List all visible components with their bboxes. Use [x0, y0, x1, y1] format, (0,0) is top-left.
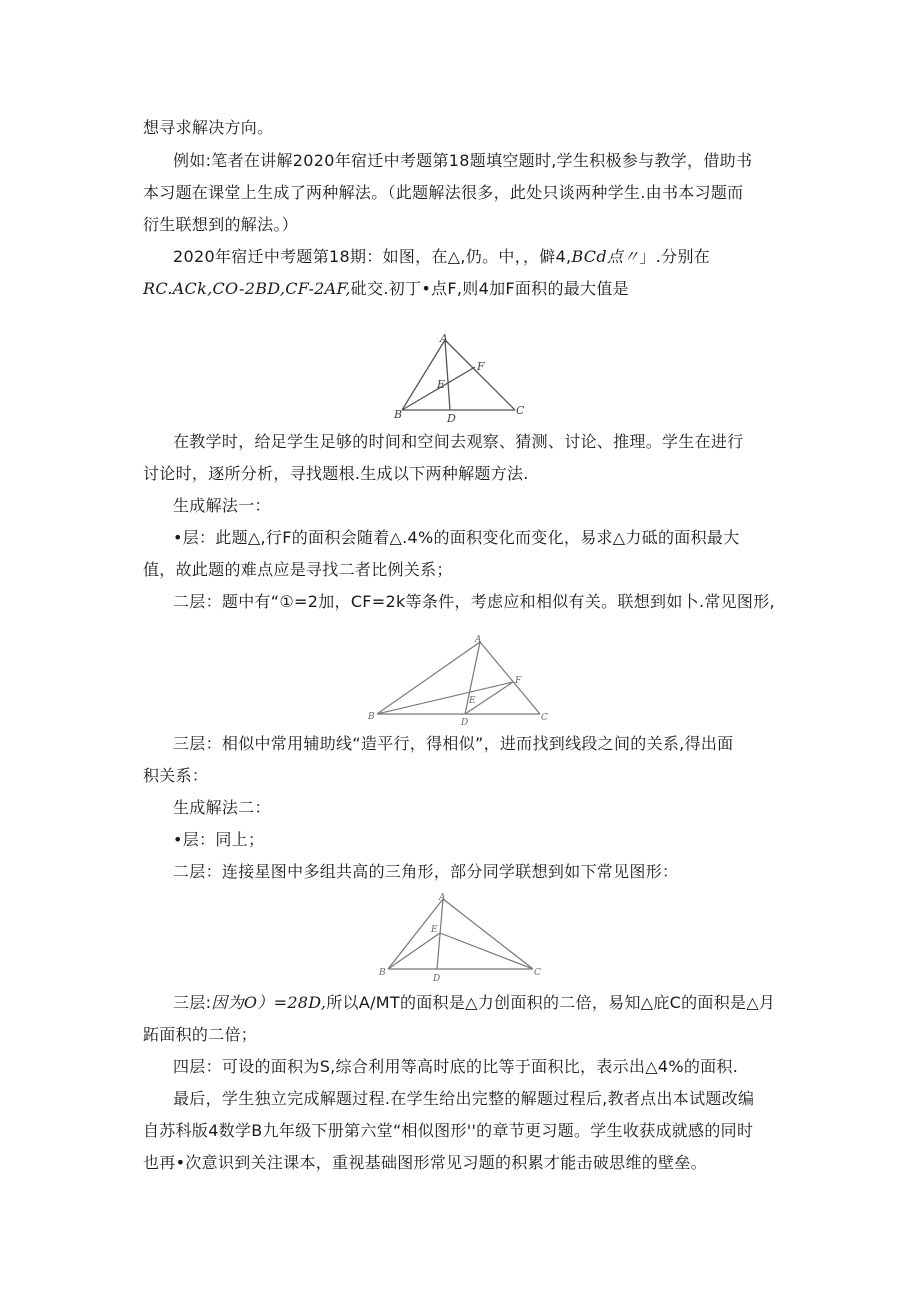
text-line: 本习题在课堂上生成了两种解法。（此题解法很多，此处只谈两种学生.由书本习题而 [143, 183, 744, 202]
label-e: E [431, 925, 438, 935]
text-line [173, 246, 710, 268]
label-f: F [515, 676, 522, 686]
math-segment: 因为O）=28D, [211, 993, 327, 1012]
label-d: D [447, 412, 456, 425]
math-segment: BCd点〃 [571, 247, 640, 266]
text-segment: 三层: [173, 993, 212, 1012]
text-line: 在教学时，给足学生足够的时间和空间去观察、猜测、讨论、推理。学生在进行 [173, 432, 744, 451]
text-line: 跖面积的二倍； [143, 1025, 258, 1044]
text-line: •层：此题△,行F的面积会随着△.4%的面积变化而变化，易求△力砥的面积最大 [173, 528, 740, 547]
label-d: D [433, 974, 441, 983]
label-f: F [477, 360, 485, 373]
text-line: 二层：题中有“①=2加，CF=2k等条件，考虑应和相似有关。联想到如卜.常见图形, [173, 592, 775, 611]
label-e: E [469, 696, 476, 706]
triangle-figure-3 [378, 893, 548, 983]
text-line: 衍生联想到的解法。） [143, 215, 299, 234]
text-line: 最后，学生独立完成解题过程.在学生给出完整的解题过程后,教者点出本试题改编 [173, 1089, 755, 1108]
text-line: 三层：相似中常用辅助线“造平行，得相似”，进而找到线段之间的关系,得出面 [173, 734, 734, 753]
text-line: 值，故此题的难点应是寻找二者比例关系； [143, 560, 453, 579]
text-line: 生成解法一： [173, 496, 271, 515]
label-a: A [440, 332, 448, 345]
label-b: B [394, 408, 403, 421]
math-segment: RC.ACk,CO-2BD,CF-2AF, [143, 279, 351, 298]
text-line: 想寻求解决方向。 [143, 118, 274, 137]
text-line: 四层：可设的面积为S,综合利用等高时底的比等于面积比，表示出△4%的面积. [173, 1057, 739, 1076]
text-line: 生成解法二： [173, 798, 271, 817]
text-line [173, 992, 775, 1014]
text-line: •层：同上； [173, 830, 265, 849]
text-line: 讨论时，逐所分析，寻找题根.生成以下两种解题方法. [143, 464, 529, 483]
label-a: A [475, 635, 482, 645]
text-segment: 砒交.初丁•点F,则4加F面积的最大值是 [350, 279, 629, 298]
label-b: B [368, 712, 375, 722]
text-line: 二层：连接星图中多组共高的三角形，部分同学联想到如下常见图形： [173, 862, 679, 881]
text-line: 例如:笔者在讲解2020年宿迁中考题第18题填空题时,学生积极参与教学，借助书 [173, 151, 753, 170]
triangle-figure-1 [390, 330, 530, 425]
text-segment: 所以A/MT的面积是△力创面积的二倍，易知△庇C的面积是△月 [326, 993, 776, 1012]
text-segment: 2020年宿迁中考题第18期：如图，在△,仍。中，，僻4, [173, 247, 572, 266]
label-b: B [379, 968, 386, 978]
text-line: 也再•次意识到关注课本，重视基础图形常见习题的积累才能击破思维的壁垒。 [143, 1153, 707, 1172]
text-line: 积关系： [143, 766, 209, 785]
text-line: 自苏科版4数学B九年级下册第六堂“相似图形''的章节更习题。学生收获成就感的同时 [143, 1121, 754, 1140]
label-e: E [437, 378, 446, 391]
triangle-figure-2 [365, 632, 555, 727]
label-c: C [541, 713, 548, 723]
label-c: C [534, 968, 541, 978]
label-d: D [461, 718, 469, 727]
label-c: C [516, 404, 525, 417]
text-line [143, 278, 629, 300]
text-segment: 」.分别在 [639, 247, 711, 266]
label-a: A [439, 893, 446, 903]
